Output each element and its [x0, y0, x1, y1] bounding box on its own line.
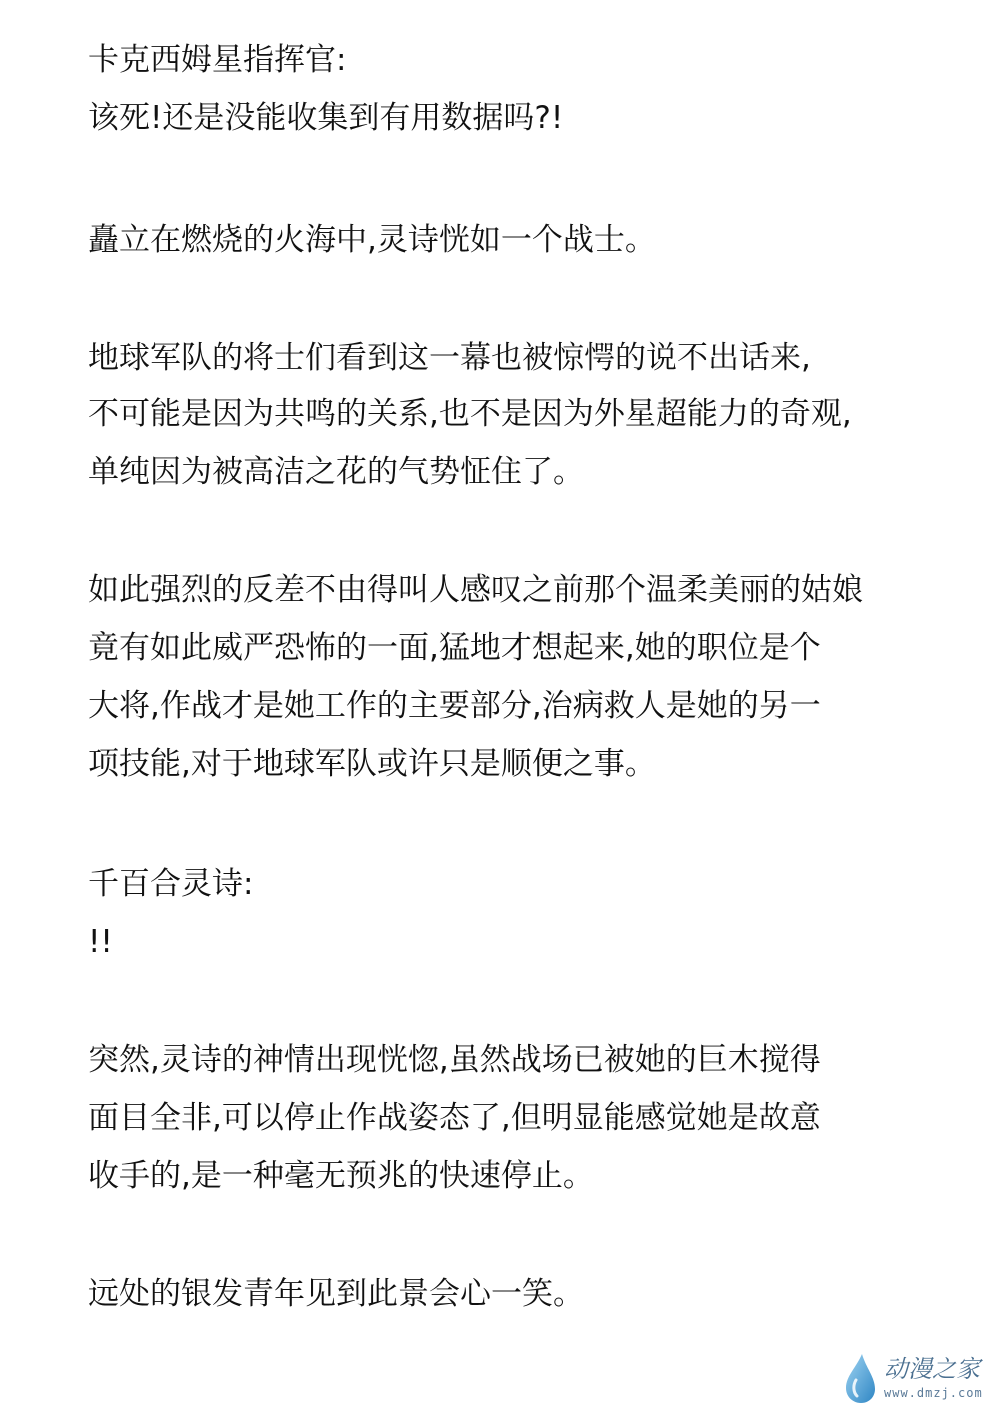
narration-line: 地球军队的将士们看到这一幕也被惊愕的说不出话来, — [88, 340, 811, 376]
speaker-label-lingshi: 千百合灵诗: — [88, 866, 254, 902]
narration-line: 项技能,对于地球军队或许只是顺便之事。 — [88, 746, 656, 782]
dialogue-line: 该死!还是没能收集到有用数据吗?! — [88, 100, 564, 136]
narration-line: 远处的银发青年见到此景会心一笑。 — [88, 1276, 584, 1312]
water-drop-logo-icon — [838, 1350, 882, 1406]
dialogue-line: !! — [88, 924, 113, 960]
narration-line: 大将,作战才是她工作的主要部分,治病救人是她的另一 — [88, 688, 821, 724]
speaker-label-commander: 卡克西姆星指挥官: — [88, 42, 347, 78]
narration-line: 竟有如此威严恐怖的一面,猛地才想起来,她的职位是个 — [88, 630, 821, 666]
site-watermark — [838, 1350, 988, 1406]
narration-line: 收手的,是一种毫无预兆的快速停止。 — [88, 1158, 594, 1194]
narration-line: 不可能是因为共鸣的关系,也不是因为外星超能力的奇观, — [88, 396, 852, 432]
narration-line: 矗立在燃烧的火海中,灵诗恍如一个战士。 — [88, 222, 656, 258]
narration-line: 突然,灵诗的神情出现恍惚,虽然战场已被她的巨木搅得 — [88, 1042, 821, 1078]
narration-line: 面目全非,可以停止作战姿态了,但明显能感觉她是故意 — [88, 1100, 821, 1136]
narration-line: 如此强烈的反差不由得叫人感叹之前那个温柔美丽的姑娘 — [88, 572, 863, 608]
watermark-name: 动漫之家 — [884, 1355, 980, 1383]
watermark-url: www.dmzj.com — [884, 1386, 983, 1400]
narration-line: 单纯因为被高洁之花的气势怔住了。 — [88, 454, 584, 490]
